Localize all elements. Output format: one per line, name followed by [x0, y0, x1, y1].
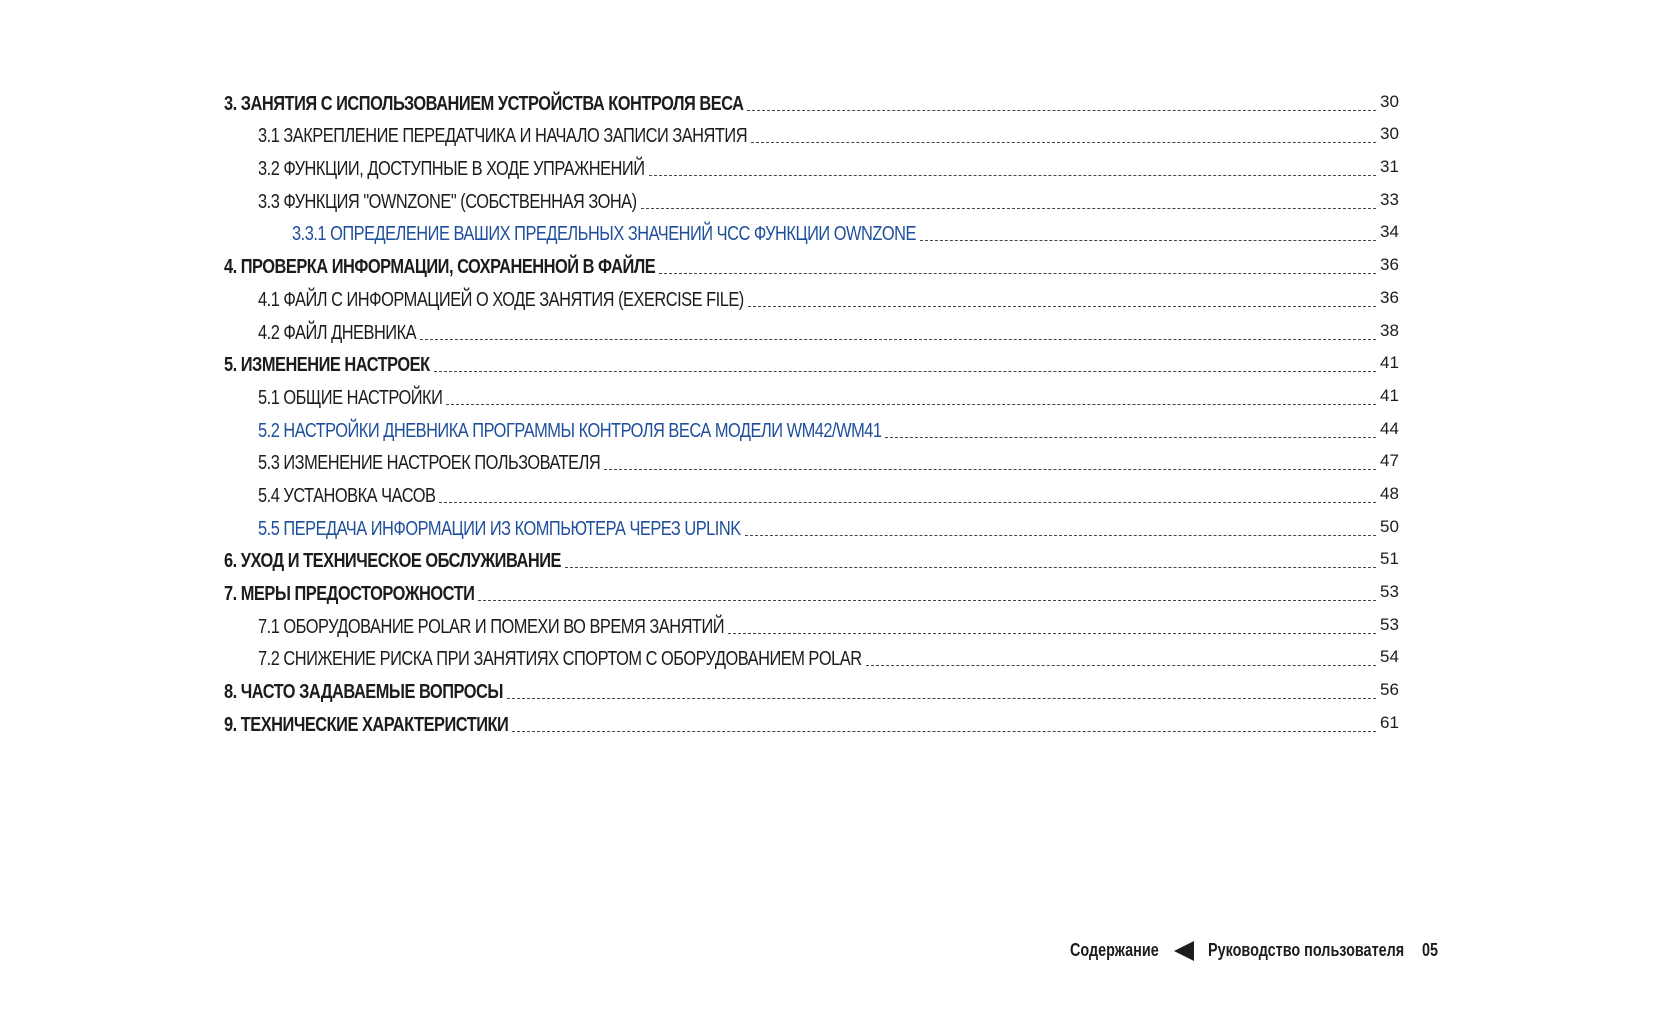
toc-entry-page: 54 — [1380, 647, 1399, 667]
toc-entry — [224, 151, 1410, 184]
toc-entry — [224, 478, 1410, 511]
toc-entry-page: 47 — [1380, 451, 1399, 471]
toc-entry-title: 3.3 ФУНКЦИЯ "OWNZONE" (СОБСТВЕННАЯ ЗОНА) — [258, 190, 637, 213]
footer-manual-title: Руководство пользователя — [1208, 940, 1405, 960]
toc-entry-title: 5.3 ИЗМЕНЕНИЕ НАСТРОЕК ПОЛЬЗОВАТЕЛЯ — [258, 452, 601, 475]
toc-leader-line — [745, 535, 1376, 536]
toc-entry-title: 7.2 СНИЖЕНИЕ РИСКА ПРИ ЗАНЯТИЯХ СПОРТОМ С ОБОРУДОВАНИЕМ POLAR — [258, 648, 862, 671]
toc-leader-line — [420, 339, 1376, 340]
toc-entry-page: 33 — [1380, 189, 1399, 209]
toc-entry-title[interactable]: 5.2 НАСТРОЙКИ ДНЕВНИКА ПРОГРАММЫ КОНТРОЛЯ ВЕСА МОДЕЛИ WM42/WM41 — [258, 419, 882, 442]
toc-entry-title: 7. МЕРЫ ПРЕДОСТОРОЖНОСТИ — [224, 583, 475, 605]
toc-entry-page: 38 — [1380, 320, 1399, 340]
toc-entry-page: 31 — [1380, 157, 1399, 177]
toc-leader-line — [604, 469, 1376, 470]
toc-entry — [224, 707, 1410, 740]
toc-entry-page: 61 — [1380, 712, 1399, 732]
toc-entry-page: 53 — [1380, 614, 1399, 634]
toc-entry-page: 30 — [1380, 91, 1399, 111]
toc-entry-title: 4. ПРОВЕРКА ИНФОРМАЦИИ, СОХРАНЕННОЙ В ФАЙЛЕ — [224, 256, 656, 279]
footer-page-number: 05 — [1422, 940, 1439, 960]
toc-entry-title: 5.1 ОБЩИЕ НАСТРОЙКИ — [258, 386, 443, 409]
toc-entry-page: 56 — [1380, 680, 1399, 700]
toc-entry-page: 44 — [1380, 418, 1399, 438]
toc-leader-line — [565, 567, 1376, 568]
toc-entry-title[interactable]: 3.3.1 ОПРЕДЕЛЕНИЕ ВАШИХ ПРЕДЕЛЬНЫХ ЗНАЧЕНИЙ ЧСС ФУНКЦИИ OWNZONE — [292, 223, 916, 246]
toc-leader-line — [649, 175, 1377, 176]
toc-leader-line — [659, 273, 1376, 274]
toc-leader-line — [439, 502, 1376, 503]
toc-entry — [224, 282, 1410, 315]
footer-section-label: Содержание — [1070, 940, 1159, 960]
toc-entry-title: 7.1 ОБОРУДОВАНИЕ POLAR И ПОМЕХИ ВО ВРЕМЯ ЗАНЯТИЙ — [258, 615, 725, 638]
toc-entry-title: 4.1 ФАЙЛ С ИНФОРМАЦИЕЙ О ХОДЕ ЗАНЯТИЯ (EXERCISE FILE) — [258, 288, 744, 311]
toc-entry-page: 36 — [1380, 255, 1399, 275]
toc-entry-page: 50 — [1380, 516, 1399, 536]
toc-entry — [224, 446, 1410, 479]
toc-leader-line — [751, 142, 1376, 143]
toc-entry — [224, 249, 1410, 282]
toc-entry-title: 9. ТЕХНИЧЕСКИЕ ХАРАКТЕРИСТИКИ — [224, 713, 509, 736]
toc-entry — [224, 674, 1410, 707]
toc-entry — [224, 184, 1410, 217]
toc-entry-page: 41 — [1380, 385, 1399, 405]
toc-entry-title: 3.1 ЗАКРЕПЛЕНИЕ ПЕРЕДАТЧИКА И НАЧАЛО ЗАПИСИ ЗАНЯТИЯ — [258, 125, 748, 148]
toc-entry — [224, 86, 1410, 119]
toc-leader-line — [748, 306, 1376, 307]
toc-entry[interactable] — [224, 413, 1410, 446]
toc-entry[interactable] — [224, 217, 1410, 250]
left-triangle-icon — [1174, 941, 1194, 961]
toc-entry-title: 5.4 УСТАНОВКА ЧАСОВ — [258, 484, 436, 507]
toc-entry-page: 53 — [1380, 582, 1399, 601]
toc-leader-line — [507, 698, 1376, 699]
toc-entry — [224, 380, 1410, 413]
toc-leader-line — [512, 731, 1376, 732]
toc-entry-title: 5. ИЗМЕНЕНИЕ НАСТРОЕК — [224, 354, 430, 377]
toc-entry-title: 6. УХОД И ТЕХНИЧЕСКОЕ ОБСЛУЖИВАНИЕ — [224, 550, 561, 573]
toc-leader-line — [885, 437, 1376, 438]
toc-entry — [224, 609, 1410, 642]
toc-leader-line — [747, 110, 1376, 111]
toc-leader-line — [478, 600, 1376, 601]
toc-entry-page: 41 — [1380, 353, 1399, 373]
toc-entry — [224, 348, 1410, 381]
toc-entry[interactable] — [224, 511, 1410, 544]
toc-entry-page: 51 — [1380, 549, 1399, 569]
toc-entry-title[interactable]: 5.5 ПЕРЕДАЧА ИНФОРМАЦИИ ИЗ КОМПЬЮТЕРА ЧЕРЕЗ UPLINK — [258, 517, 741, 540]
toc-leader-line — [446, 404, 1376, 405]
toc-leader-line — [728, 633, 1376, 634]
toc-entry — [224, 576, 1410, 609]
page-footer — [1070, 940, 1442, 961]
toc-leader-line — [866, 665, 1376, 666]
toc-entry-page: 48 — [1380, 483, 1399, 503]
toc-entry — [224, 119, 1410, 152]
toc-leader-line — [641, 208, 1376, 209]
toc-entry-page: 36 — [1380, 287, 1399, 307]
toc-entry-page: 30 — [1380, 124, 1399, 144]
toc-entry-title: 8. ЧАСТО ЗАДАВАЕМЫЕ ВОПРОСЫ — [224, 681, 503, 704]
toc-leader-line — [920, 240, 1376, 241]
toc-leader-line — [434, 371, 1376, 372]
toc-entry — [224, 642, 1410, 675]
toc-entry-page: 34 — [1380, 222, 1399, 242]
toc-entry-title: 3. ЗАНЯТИЯ С ИСПОЛЬЗОВАНИЕМ УСТРОЙСТВА КОНТРОЛЯ ВЕСА — [224, 92, 744, 115]
table-of-contents — [224, 86, 1410, 740]
toc-entry-title: 3.2 ФУНКЦИИ, ДОСТУПНЫЕ В ХОДЕ УПРАЖНЕНИЙ — [258, 158, 645, 181]
toc-entry — [224, 315, 1410, 348]
toc-entry — [224, 544, 1410, 577]
toc-entry-title: 4.2 ФАЙЛ ДНЕВНИКА — [258, 321, 417, 344]
